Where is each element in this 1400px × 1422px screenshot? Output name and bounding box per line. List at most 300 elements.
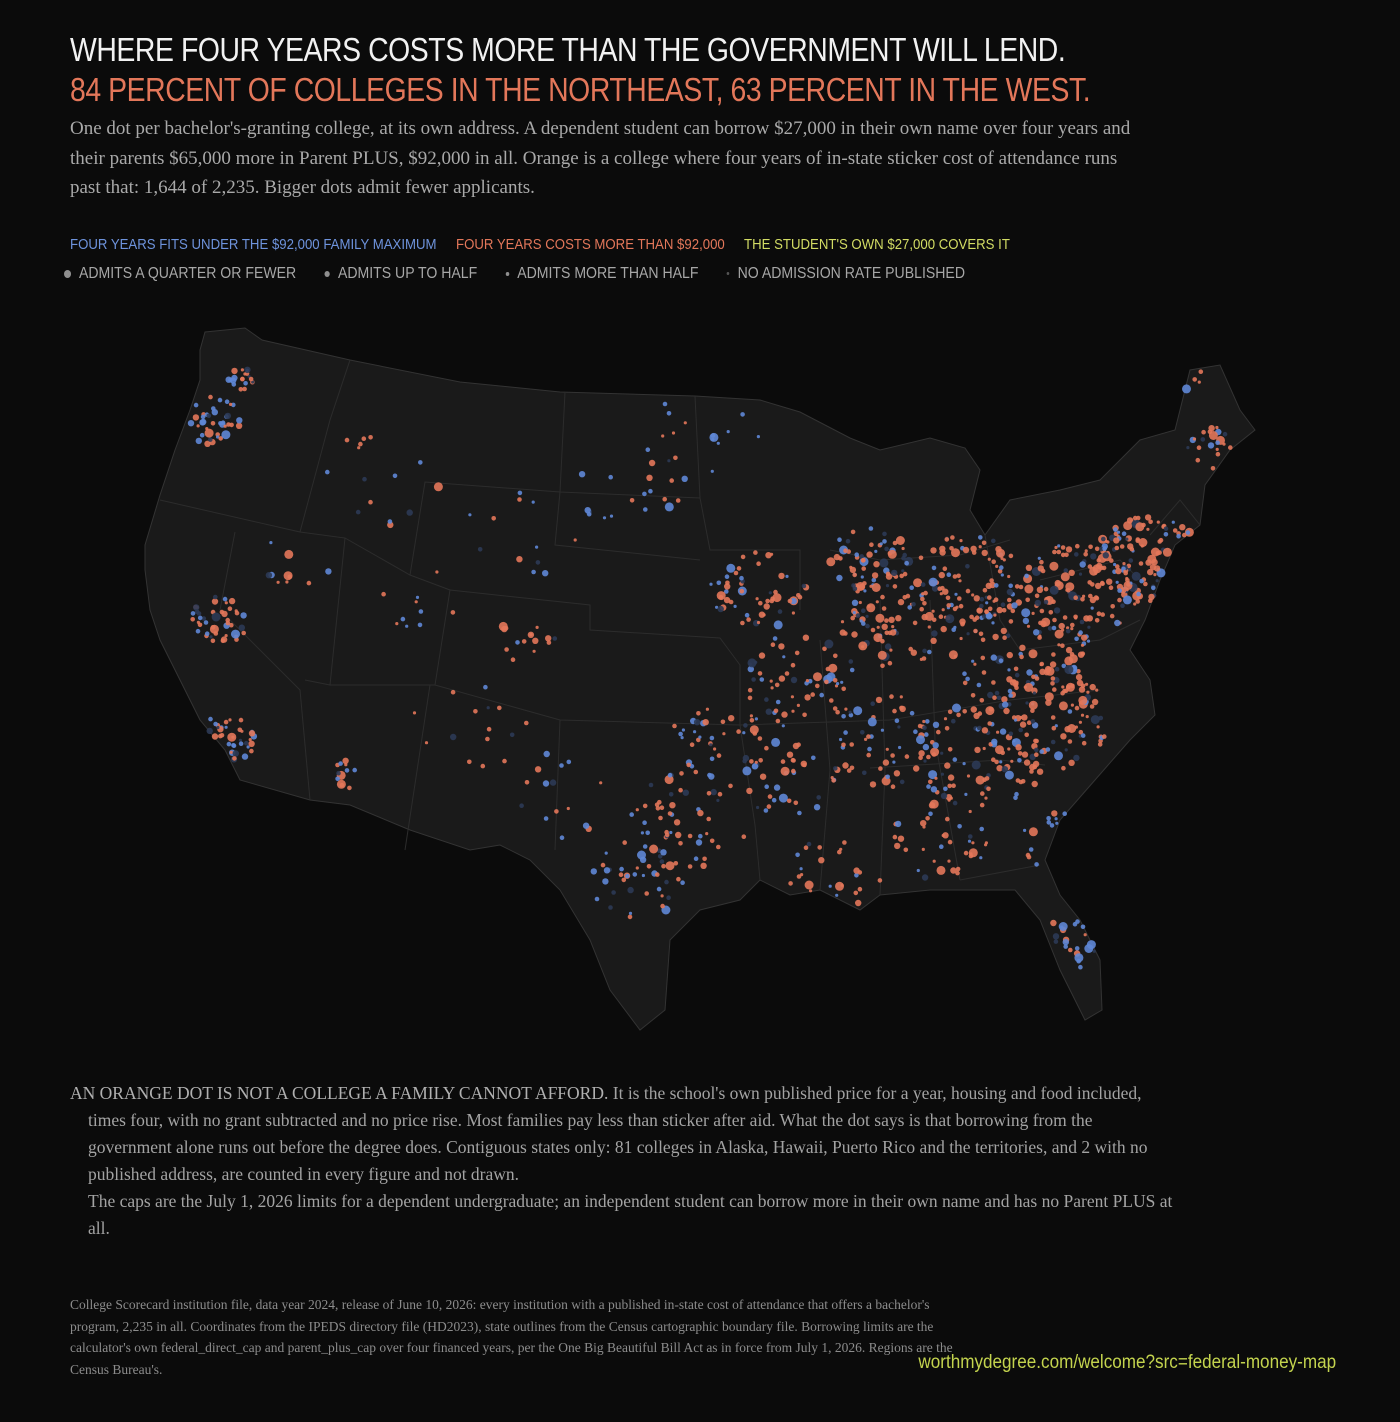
college-dot — [595, 897, 600, 902]
college-dot — [1106, 579, 1112, 585]
college-dot — [965, 677, 970, 682]
contiguous-us-outline — [145, 328, 1255, 1030]
college-dot — [974, 747, 980, 753]
college-dot — [955, 871, 960, 876]
college-dot — [880, 595, 885, 600]
college-dot — [660, 859, 665, 864]
college-dot — [669, 802, 675, 808]
college-dot — [919, 556, 924, 561]
college-dot — [759, 612, 765, 618]
college-dot — [681, 736, 684, 739]
college-dot — [709, 433, 718, 442]
college-dot — [1216, 452, 1221, 457]
college-dot — [885, 775, 890, 780]
college-dot — [661, 864, 666, 869]
college-dot — [325, 568, 331, 574]
college-dot — [1164, 532, 1169, 537]
college-dot — [1087, 626, 1090, 629]
college-dot — [942, 832, 948, 838]
college-dot — [778, 573, 784, 579]
college-dot — [918, 756, 923, 761]
college-dot — [1201, 430, 1206, 435]
college-dot — [853, 611, 856, 614]
college-dot — [862, 771, 867, 776]
college-dot — [1064, 568, 1069, 573]
college-dot — [643, 844, 648, 849]
college-dot — [368, 435, 373, 440]
college-dot — [629, 812, 634, 817]
college-dot — [979, 856, 982, 859]
college-dot — [870, 701, 875, 706]
college-dot — [649, 460, 655, 466]
college-dot — [940, 592, 943, 595]
college-dot — [1222, 443, 1225, 446]
college-dot — [788, 881, 793, 886]
college-dot — [959, 539, 962, 542]
college-dot — [1129, 558, 1134, 563]
college-dot — [791, 710, 794, 713]
college-dot — [986, 583, 992, 589]
college-dot — [922, 874, 928, 880]
college-dot — [229, 423, 234, 428]
college-dot — [706, 817, 711, 822]
college-dot — [696, 839, 702, 845]
college-dot — [971, 660, 974, 663]
college-dot — [891, 784, 896, 789]
college-dot — [209, 635, 212, 638]
college-dot — [894, 843, 900, 849]
college-dot — [231, 743, 236, 748]
college-dot — [1024, 759, 1030, 765]
college-dot — [536, 626, 539, 629]
college-dot — [636, 808, 639, 811]
college-dot — [970, 546, 976, 552]
college-dot — [740, 412, 745, 417]
college-dot — [1014, 792, 1019, 797]
college-dot — [221, 430, 230, 439]
college-dot — [211, 421, 216, 426]
college-dot — [661, 894, 664, 897]
college-dot — [1054, 751, 1063, 760]
college-dot — [922, 649, 927, 654]
college-dot — [850, 567, 856, 573]
college-dot — [972, 761, 981, 770]
college-dot — [943, 566, 948, 571]
college-dot — [239, 718, 244, 723]
college-dot — [1097, 558, 1102, 563]
college-dot — [640, 857, 646, 863]
college-dot — [1026, 565, 1032, 571]
college-dot — [936, 730, 941, 735]
college-dot — [849, 742, 854, 747]
college-dot — [996, 731, 999, 734]
college-dot — [1065, 748, 1068, 751]
college-dot — [210, 625, 219, 634]
college-dot — [1051, 715, 1056, 720]
college-dot — [497, 706, 502, 711]
college-dot — [1110, 604, 1115, 609]
college-dot — [800, 867, 803, 870]
college-dot — [802, 713, 807, 718]
college-dot — [1193, 437, 1196, 440]
college-dot — [1132, 572, 1141, 581]
college-dot — [773, 590, 778, 595]
college-map — [0, 320, 1400, 1040]
college-dot — [1080, 561, 1086, 567]
college-dot — [765, 599, 770, 604]
college-dot — [393, 474, 398, 479]
college-dot — [602, 878, 608, 884]
college-dot — [241, 631, 246, 636]
college-dot — [207, 414, 212, 419]
college-dot — [870, 781, 876, 787]
college-dot — [1007, 668, 1010, 671]
college-dot — [931, 786, 937, 792]
college-dot — [667, 459, 670, 462]
college-dot — [888, 550, 897, 559]
college-dot — [1182, 384, 1191, 393]
college-dot — [668, 811, 673, 816]
college-dot — [644, 891, 649, 896]
college-dot — [840, 681, 843, 684]
college-dot — [243, 381, 248, 386]
college-dot — [966, 589, 971, 594]
college-dot — [1003, 708, 1009, 714]
college-dot — [791, 695, 794, 698]
college-dot — [742, 766, 751, 775]
college-dot — [896, 536, 905, 545]
college-dot — [933, 742, 939, 748]
college-dot — [1063, 615, 1068, 620]
college-dot — [531, 570, 536, 575]
dot-size-icon — [64, 270, 71, 278]
college-dot — [946, 596, 951, 601]
college-dot — [619, 867, 624, 872]
college-dot — [1037, 769, 1043, 775]
college-dot — [1074, 552, 1079, 557]
college-dot — [882, 539, 887, 544]
college-dot — [1038, 557, 1041, 560]
college-dot — [532, 638, 538, 644]
college-dot — [682, 728, 685, 731]
college-dot — [1064, 665, 1073, 674]
college-dot — [1008, 584, 1013, 589]
college-dot — [660, 904, 665, 909]
college-dot — [948, 774, 954, 780]
site-link[interactable]: worthmydegree.com/welcome?src=federal-money-map — [918, 1352, 1336, 1373]
college-dot — [1125, 538, 1128, 541]
college-dot — [669, 792, 674, 797]
college-dot — [904, 561, 909, 566]
college-dot — [1063, 944, 1068, 949]
college-dot — [491, 516, 496, 521]
college-dot — [1196, 458, 1201, 463]
college-dot — [1051, 652, 1056, 657]
college-dot — [894, 770, 900, 776]
college-dot — [743, 755, 749, 761]
college-dot — [1070, 627, 1073, 630]
college-dot — [1093, 950, 1096, 953]
college-dot — [233, 750, 239, 756]
college-dot — [839, 848, 842, 851]
college-dot — [737, 566, 742, 571]
college-dot — [1057, 544, 1060, 547]
college-dot — [982, 777, 987, 782]
college-dot — [933, 722, 939, 728]
college-dot — [1081, 644, 1084, 647]
college-dot — [778, 609, 783, 614]
college-dot — [249, 749, 254, 754]
college-dot — [242, 753, 248, 759]
college-dot — [190, 617, 195, 622]
college-dot — [667, 411, 672, 416]
notes-lead: AN ORANGE DOT IS NOT A COLLEGE A FAMILY CANNOT AFFORD. — [70, 1083, 609, 1103]
college-dot — [1019, 716, 1022, 719]
college-dot — [889, 649, 892, 652]
college-dot — [502, 759, 507, 764]
college-dot — [1050, 586, 1059, 595]
college-dot — [1192, 377, 1197, 382]
college-dot — [965, 564, 970, 569]
college-dot — [957, 824, 962, 829]
college-dot — [1062, 811, 1067, 816]
college-dot — [1095, 547, 1100, 552]
college-dot — [978, 535, 983, 540]
college-dot — [511, 657, 516, 662]
college-dot — [859, 601, 862, 604]
college-dot — [1088, 564, 1093, 569]
college-dot — [678, 841, 683, 846]
college-dot — [930, 638, 936, 644]
college-dot — [1126, 582, 1131, 587]
college-dot — [1009, 732, 1014, 737]
college-dot — [1061, 766, 1066, 771]
college-dot — [973, 713, 979, 719]
college-dot — [958, 579, 961, 582]
college-dot — [997, 696, 1002, 701]
college-dot — [794, 801, 799, 806]
college-dot — [968, 840, 971, 843]
college-dot — [517, 497, 522, 502]
college-dot — [867, 747, 872, 752]
college-dot — [1048, 626, 1053, 631]
college-dot — [656, 806, 661, 811]
college-dot — [956, 574, 961, 579]
college-dot — [1173, 528, 1178, 533]
college-dot — [1113, 537, 1119, 543]
college-dot — [997, 607, 1003, 613]
size-legend-item — [727, 265, 965, 283]
college-dot — [850, 616, 855, 621]
college-dot — [926, 755, 931, 760]
college-dot — [811, 756, 816, 761]
college-dot — [218, 398, 223, 403]
college-dot — [694, 770, 699, 775]
college-dot — [1211, 466, 1216, 471]
college-dot — [839, 738, 842, 741]
college-dot — [543, 780, 549, 786]
college-dot — [1088, 545, 1093, 550]
college-dot — [922, 725, 927, 730]
college-dot — [1090, 704, 1095, 709]
college-dot — [1052, 618, 1057, 623]
college-dot — [901, 569, 904, 572]
college-dot — [709, 583, 712, 586]
college-dot — [849, 711, 852, 714]
college-dot — [708, 773, 714, 779]
college-dot — [764, 784, 769, 789]
college-dot — [913, 578, 922, 587]
college-dot — [980, 803, 985, 808]
college-dot — [1141, 523, 1146, 528]
college-dot — [962, 709, 967, 714]
college-dot — [867, 605, 870, 608]
college-dot — [846, 539, 851, 544]
college-dot — [804, 694, 810, 700]
college-dot — [1088, 594, 1093, 599]
college-dot — [1074, 637, 1079, 642]
college-dot — [791, 769, 796, 774]
college-dot — [419, 609, 424, 614]
college-dot — [345, 438, 350, 443]
college-dot — [483, 685, 488, 690]
college-dot — [1051, 810, 1057, 816]
college-dot — [1015, 744, 1021, 750]
college-dot — [694, 719, 700, 725]
college-dot — [1094, 572, 1097, 575]
college-dot — [610, 515, 613, 518]
college-dot — [1029, 827, 1038, 836]
college-dot — [657, 800, 662, 805]
college-dot — [710, 757, 715, 762]
college-dot — [739, 576, 744, 581]
college-dot — [1074, 953, 1083, 962]
college-dot — [666, 895, 671, 900]
college-dot — [986, 787, 991, 792]
college-dot — [861, 558, 866, 563]
college-dot — [963, 547, 969, 553]
college-dot — [675, 832, 681, 838]
college-dot — [401, 617, 406, 622]
college-dot — [1038, 635, 1041, 638]
college-dot — [657, 887, 662, 892]
college-dot — [693, 730, 696, 733]
college-dot — [666, 861, 675, 870]
college-dot — [645, 831, 650, 836]
college-dot — [793, 743, 799, 749]
college-dot — [567, 807, 570, 810]
college-dot — [673, 456, 678, 461]
college-dot — [797, 704, 800, 707]
college-dot — [891, 625, 894, 628]
college-dot — [826, 557, 835, 566]
college-dot — [1029, 847, 1034, 852]
college-dot — [579, 471, 585, 477]
college-dot — [939, 614, 944, 619]
college-dot — [510, 733, 515, 738]
college-dot — [1013, 683, 1018, 688]
college-dot — [758, 758, 763, 763]
college-dot — [995, 691, 1000, 696]
college-dot — [922, 848, 925, 851]
college-dot — [1030, 708, 1035, 713]
college-dot — [882, 532, 887, 537]
college-dot — [766, 709, 772, 715]
college-dot — [851, 631, 857, 637]
college-dot — [798, 595, 803, 600]
college-dot — [603, 516, 606, 519]
college-dot — [880, 542, 883, 545]
college-dot — [1066, 546, 1072, 552]
notes-paragraph-2: The caps are the July 1, 2026 limits for a dependent undergraduate; an independent student can borrow more in their own name and has no Parent PLUS at all. — [88, 1191, 1173, 1238]
college-dot — [1116, 581, 1119, 584]
college-dot — [664, 880, 669, 885]
college-dot — [837, 537, 842, 542]
college-dot — [778, 643, 784, 649]
college-dot — [858, 887, 863, 892]
college-dot — [836, 682, 839, 685]
college-dot — [948, 799, 951, 802]
college-dot — [817, 845, 822, 850]
college-dot — [225, 726, 228, 729]
college-dot — [900, 780, 905, 785]
college-dot — [205, 429, 214, 438]
college-dot — [1017, 758, 1022, 763]
college-dot — [772, 798, 777, 803]
college-dot — [1061, 545, 1066, 550]
college-dot — [833, 766, 838, 771]
college-dot — [932, 610, 935, 613]
college-dot — [878, 651, 887, 660]
college-dot — [1068, 709, 1073, 714]
college-dot — [229, 403, 232, 406]
college-dot — [1050, 920, 1056, 926]
source-note: College Scorecard institution file, data year 2024, release of June 10, 2026: every institution with a published in-state cost of attendance that offers a bachelor's program, 2,235 in all. Coordinates from the IPEDS directory file (HD2023), state outlines from the Census cartographic boundary file. Borrowing limits are the calculator's own federal_direct_cap and parent_plus_cap over four financed years, per the One Big Beautiful Bill Act as in force from July 1, 2026. Regions are the Census Bureau's. — [70, 1297, 953, 1377]
college-dot — [740, 589, 745, 594]
college-dot — [941, 773, 944, 776]
college-dot — [925, 719, 930, 724]
college-dot — [1091, 715, 1100, 724]
dot-size-icon — [727, 272, 730, 275]
college-dot — [655, 872, 660, 877]
college-dot — [991, 739, 997, 745]
college-dot — [1092, 699, 1098, 705]
college-dot — [985, 601, 988, 604]
college-dot — [1087, 615, 1093, 621]
college-dot — [1157, 539, 1162, 544]
college-dot — [487, 727, 492, 732]
college-dot — [716, 845, 721, 850]
college-dot — [952, 704, 961, 713]
college-dot — [345, 768, 350, 773]
college-dot — [1014, 667, 1019, 672]
college-dot — [1051, 740, 1056, 745]
college-dot — [418, 460, 423, 465]
college-dot — [872, 572, 878, 578]
college-dot — [750, 718, 755, 723]
college-dot — [948, 710, 953, 715]
college-dot — [782, 724, 785, 727]
college-dot — [791, 677, 797, 683]
college-dot — [999, 760, 1002, 763]
college-dot — [197, 424, 200, 427]
college-dot — [1057, 550, 1062, 555]
college-dot — [771, 642, 776, 647]
college-dot — [917, 869, 920, 872]
college-dot — [1051, 599, 1056, 604]
college-dot — [750, 725, 759, 734]
college-dot — [953, 757, 958, 762]
